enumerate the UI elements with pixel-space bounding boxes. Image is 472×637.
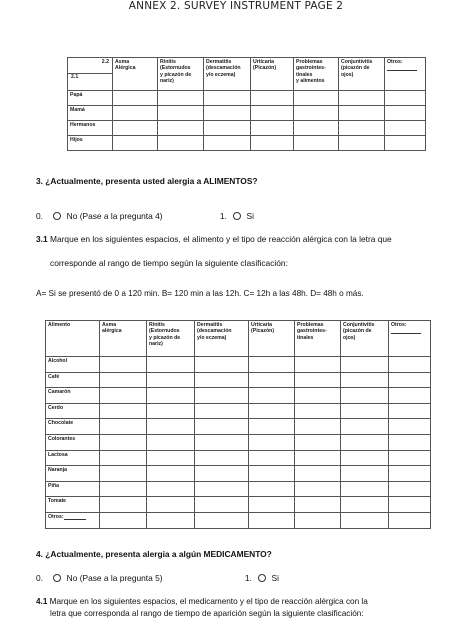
- answer-cell[interactable]: [195, 388, 249, 404]
- row-label: Mamá: [68, 106, 113, 121]
- q4-yes-radio[interactable]: [258, 574, 266, 582]
- answer-cell[interactable]: [341, 388, 389, 404]
- answer-cell[interactable]: [294, 136, 339, 151]
- answer-cell[interactable]: [249, 419, 295, 435]
- answer-cell[interactable]: [195, 357, 249, 373]
- answer-cell[interactable]: [100, 403, 147, 419]
- q3-option-0-number: 0.: [36, 211, 43, 221]
- food-row-label: [46, 403, 100, 419]
- answer-cell[interactable]: [195, 512, 249, 528]
- question-3-1-line1: [36, 234, 392, 244]
- row-label: Papá: [68, 91, 113, 106]
- answer-cell[interactable]: [385, 106, 426, 121]
- answer-cell[interactable]: [249, 481, 295, 497]
- table-row: [68, 121, 426, 136]
- answer-cell[interactable]: [100, 388, 147, 404]
- answer-cell[interactable]: [100, 481, 147, 497]
- answer-cell[interactable]: [147, 388, 195, 404]
- table-row: [46, 450, 431, 466]
- food-row-label: [46, 419, 100, 435]
- table-row: [46, 434, 431, 450]
- answer-cell[interactable]: [389, 450, 431, 466]
- food-row-label: [46, 497, 100, 513]
- other-food-blank[interactable]: [64, 514, 86, 520]
- answer-cell[interactable]: [389, 403, 431, 419]
- answer-cell[interactable]: [389, 357, 431, 373]
- answer-cell[interactable]: [341, 450, 389, 466]
- answer-cell[interactable]: [147, 419, 195, 435]
- q3-1-number: 3.1: [36, 234, 48, 244]
- answer-cell[interactable]: [251, 121, 294, 136]
- answer-cell[interactable]: [295, 512, 341, 528]
- question-3-1-line2: corresponde al rango de tiempo según la siguiente clasificación:: [50, 258, 288, 268]
- answer-cell[interactable]: [100, 357, 147, 373]
- answer-cell[interactable]: [339, 106, 385, 121]
- answer-cell[interactable]: [249, 388, 295, 404]
- answer-cell[interactable]: [339, 121, 385, 136]
- answer-cell[interactable]: [249, 357, 295, 373]
- answer-cell[interactable]: [195, 372, 249, 388]
- answer-cell[interactable]: [341, 357, 389, 373]
- table-row: [46, 466, 431, 482]
- q3-option-1-number: 1.: [219, 211, 227, 221]
- q3-option-0-label: No (Pase a la pregunta 4): [66, 211, 163, 221]
- answer-cell[interactable]: [295, 357, 341, 373]
- row-label: Hermanos: [68, 121, 113, 136]
- answer-cell[interactable]: [195, 450, 249, 466]
- food-name: Colorantes: [48, 435, 76, 442]
- answer-cell[interactable]: [251, 106, 294, 121]
- answer-cell[interactable]: [100, 372, 147, 388]
- time-classification: A= Si se presentó de 0 a 120 min. B= 120 min a las 12h. C= 12h a las 48h. D= 48h o más.: [36, 289, 364, 298]
- question-4-1-line2: letra que corresponda al rango de tiempo de aparición según la siguiente clasificación:: [50, 609, 364, 618]
- answer-cell[interactable]: [341, 466, 389, 482]
- answer-cell[interactable]: [294, 91, 339, 106]
- answer-cell[interactable]: [295, 434, 341, 450]
- food-row-label: [46, 357, 100, 373]
- corner-cell-content: [68, 58, 112, 89]
- answer-cell[interactable]: [204, 136, 251, 151]
- food-name: Alcohol: [48, 358, 68, 364]
- answer-cell[interactable]: [249, 434, 295, 450]
- table-row: [46, 512, 431, 528]
- answer-cell[interactable]: [113, 106, 158, 121]
- answer-cell[interactable]: [295, 466, 341, 482]
- food-row-label: [46, 512, 100, 528]
- answer-cell[interactable]: [339, 136, 385, 151]
- q4-option-1-number: 1.: [244, 573, 252, 583]
- question-4-1-line1: [36, 597, 368, 606]
- column-header: Asma Alérgica: [113, 58, 158, 91]
- answer-cell[interactable]: [147, 403, 195, 419]
- answer-cell[interactable]: [341, 419, 389, 435]
- answer-cell[interactable]: [147, 466, 195, 482]
- answer-cell[interactable]: [341, 481, 389, 497]
- q4-option-0-label: No (Pase a la pregunta 5): [66, 573, 163, 583]
- answer-cell[interactable]: [195, 497, 249, 513]
- answer-cell[interactable]: [204, 91, 251, 106]
- other-specify-blank[interactable]: [387, 67, 417, 71]
- q4-option-1-label: Si: [271, 573, 279, 583]
- food-name: Café: [48, 373, 60, 380]
- answer-cell[interactable]: [195, 466, 249, 482]
- answer-cell[interactable]: [295, 403, 341, 419]
- question-4-options: [36, 573, 279, 583]
- answer-cell[interactable]: [389, 512, 431, 528]
- answer-cell[interactable]: [147, 450, 195, 466]
- answer-cell[interactable]: [100, 450, 147, 466]
- table-row: [46, 481, 431, 497]
- answer-cell[interactable]: [249, 403, 295, 419]
- food-name: Otros:: [48, 513, 64, 520]
- q3-option-1-label: Si: [246, 211, 254, 221]
- answer-cell[interactable]: [147, 357, 195, 373]
- food-name: Piña: [48, 482, 59, 489]
- q3-yes-radio[interactable]: [233, 212, 241, 220]
- answer-cell[interactable]: [195, 419, 249, 435]
- food-name: Chocolate: [48, 420, 74, 427]
- answer-cell[interactable]: [249, 372, 295, 388]
- page-header: ANNEX 2. SURVEY INSTRUMENT PAGE 2: [128, 0, 344, 12]
- answer-cell[interactable]: [295, 481, 341, 497]
- answer-cell[interactable]: [389, 388, 431, 404]
- q3-no-radio[interactable]: [53, 212, 61, 220]
- table-row: [46, 388, 431, 404]
- column-header: Asma alérgica: [100, 321, 147, 357]
- column-header: Conjuntivitis (picazón de ojos): [339, 58, 385, 91]
- answer-cell[interactable]: [100, 512, 147, 528]
- table-header-row: [46, 321, 431, 357]
- answer-cell[interactable]: [158, 106, 204, 121]
- answer-cell[interactable]: [147, 434, 195, 450]
- answer-cell[interactable]: [158, 121, 204, 136]
- food-row-label: [46, 481, 100, 497]
- answer-cell[interactable]: [204, 121, 251, 136]
- answer-cell[interactable]: [147, 481, 195, 497]
- answer-cell[interactable]: [389, 466, 431, 482]
- food-name: Lactosa: [48, 451, 68, 458]
- food-name: Tomate: [48, 498, 67, 505]
- answer-cell[interactable]: [295, 419, 341, 435]
- answer-cell[interactable]: [295, 450, 341, 466]
- corner-top-label: 2.2: [101, 59, 109, 65]
- corner-cell: [68, 58, 113, 91]
- column-header: Dermatitis (descamación y/o eczema): [204, 58, 251, 91]
- answer-cell[interactable]: [249, 512, 295, 528]
- answer-cell[interactable]: [251, 91, 294, 106]
- column-header: Otros:: [389, 321, 431, 357]
- answer-cell[interactable]: [147, 497, 195, 513]
- answer-cell[interactable]: [158, 136, 204, 151]
- answer-cell[interactable]: [385, 136, 426, 151]
- answer-cell[interactable]: [389, 434, 431, 450]
- food-row-label: [46, 450, 100, 466]
- table-row: [68, 136, 426, 151]
- answer-cell[interactable]: [249, 450, 295, 466]
- table-row: [46, 419, 431, 435]
- question-3-options: [36, 211, 254, 221]
- answer-cell[interactable]: [113, 121, 158, 136]
- q4-no-radio[interactable]: [53, 574, 61, 582]
- column-header: Urticaria (Picazón): [249, 321, 295, 357]
- question-4-title: 4. ¿Actualmente, presenta alergia a algún MEDICAMENTO?: [36, 549, 272, 559]
- table-row: [68, 106, 426, 121]
- answer-cell[interactable]: [100, 434, 147, 450]
- column-header: Problemas gastrointes- tinales: [295, 321, 341, 357]
- food-row-label: [46, 388, 100, 404]
- answer-cell[interactable]: [294, 121, 339, 136]
- column-header: Otros:: [385, 58, 426, 91]
- column-header: Rinitis (Estornudos y picazón de nariz): [158, 58, 204, 91]
- food-name: Cerdo: [48, 404, 63, 411]
- q4-1-text-1: Marque en los siguientes espacios, el medicamento y el tipo de reacción alérgica con la: [49, 597, 368, 606]
- table-header-row: [68, 58, 426, 91]
- answer-cell[interactable]: [294, 106, 339, 121]
- table-row: [46, 357, 431, 373]
- table-row: [46, 372, 431, 388]
- column-header: Conjuntivitis (picazón de ojos): [341, 321, 389, 357]
- corner-bottom-label: 2.1: [71, 73, 79, 80]
- food-row-label: [46, 372, 100, 388]
- question-3-title: 3. ¿Actualmente, presenta usted alergia a ALIMENTOS?: [36, 176, 258, 186]
- answer-cell[interactable]: [195, 403, 249, 419]
- food-row-label: [46, 466, 100, 482]
- answer-cell[interactable]: [113, 136, 158, 151]
- answer-cell[interactable]: [295, 497, 341, 513]
- answer-cell[interactable]: [204, 106, 251, 121]
- column-header: Alimento: [46, 321, 100, 357]
- answer-cell[interactable]: [249, 497, 295, 513]
- answer-cell[interactable]: [195, 481, 249, 497]
- column-header: Dermatitis (descamación y/o eczema): [195, 321, 249, 357]
- answer-cell[interactable]: [100, 497, 147, 513]
- answer-cell[interactable]: [385, 121, 426, 136]
- answer-cell[interactable]: [389, 497, 431, 513]
- answer-cell[interactable]: [147, 512, 195, 528]
- q4-1-number: 4.1: [36, 597, 48, 606]
- answer-cell[interactable]: [341, 512, 389, 528]
- answer-cell[interactable]: [389, 372, 431, 388]
- answer-cell[interactable]: [295, 388, 341, 404]
- answer-cell[interactable]: [341, 372, 389, 388]
- answer-cell[interactable]: [100, 466, 147, 482]
- family-allergy-table: [67, 57, 426, 151]
- answer-cell[interactable]: [385, 91, 426, 106]
- answer-cell[interactable]: [389, 419, 431, 435]
- answer-cell[interactable]: [147, 372, 195, 388]
- food-row-label: [46, 434, 100, 450]
- table-row: [46, 497, 431, 513]
- column-header: Problemas gastrointes- tinales y alimentos: [294, 58, 339, 91]
- answer-cell[interactable]: [100, 419, 147, 435]
- table-row: [68, 91, 426, 106]
- food-name: Naranja: [48, 467, 68, 474]
- food-allergy-table: [45, 320, 431, 529]
- row-label: Hijos: [68, 136, 113, 151]
- q4-option-0-number: 0.: [36, 573, 43, 583]
- q3-1-text-1: Marque en los siguientes espacios, el alimento y el tipo de reacción alérgica con la letra que: [49, 234, 392, 244]
- answer-cell[interactable]: [339, 91, 385, 106]
- answer-cell[interactable]: [341, 403, 389, 419]
- table-row: [46, 403, 431, 419]
- answer-cell[interactable]: [341, 497, 389, 513]
- answer-cell[interactable]: [195, 434, 249, 450]
- answer-cell[interactable]: [113, 91, 158, 106]
- answer-cell[interactable]: [249, 466, 295, 482]
- answer-cell[interactable]: [158, 91, 204, 106]
- other-specify-blank[interactable]: [391, 330, 421, 334]
- answer-cell[interactable]: [251, 136, 294, 151]
- column-header: Urticaria (Picazón): [251, 58, 294, 91]
- answer-cell[interactable]: [389, 481, 431, 497]
- food-name: Camarón: [48, 389, 71, 396]
- column-header: Rinitis (Estornudos y picazón de nariz): [147, 321, 195, 357]
- answer-cell[interactable]: [295, 372, 341, 388]
- answer-cell[interactable]: [341, 434, 389, 450]
